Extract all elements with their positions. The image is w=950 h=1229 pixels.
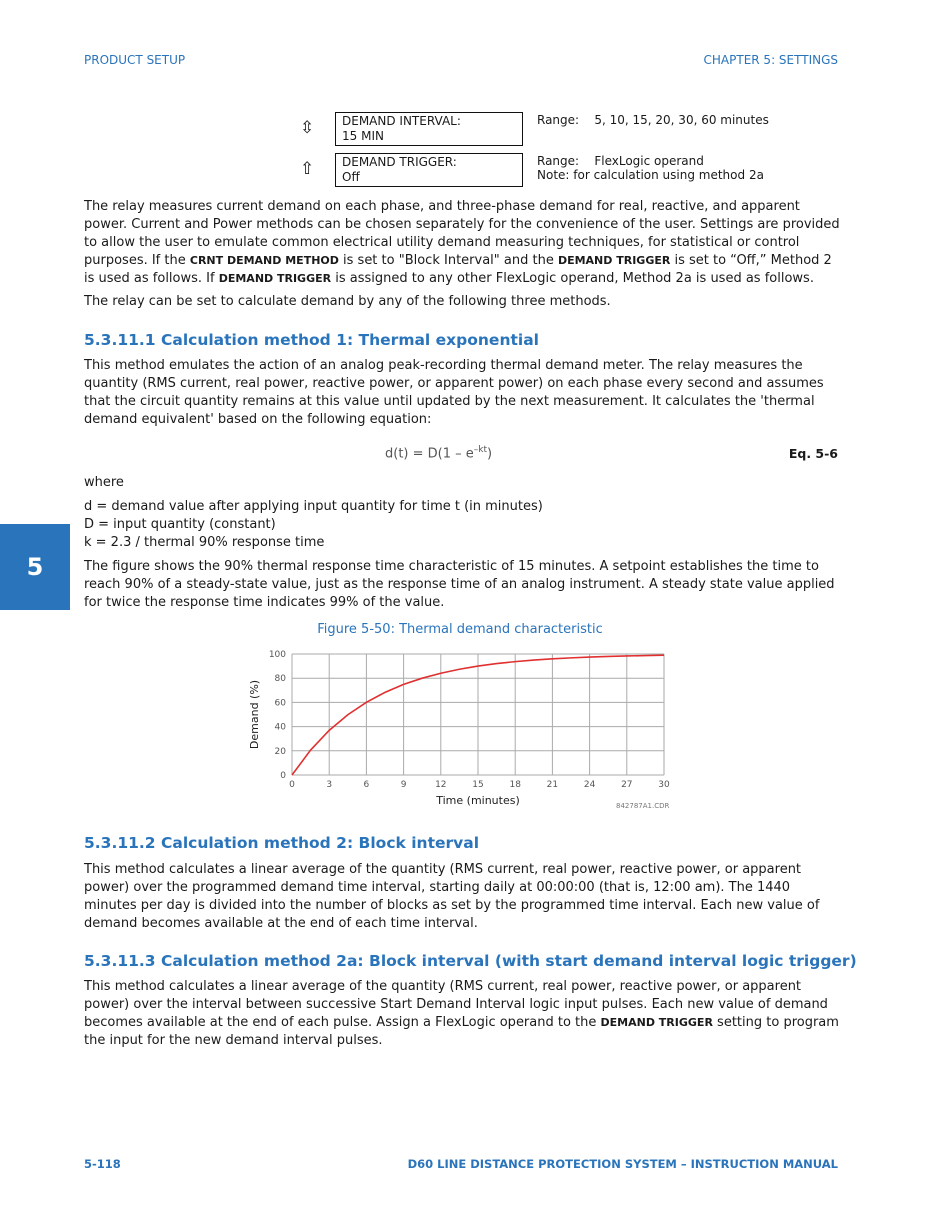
header-chapter: CHAPTER 5: SETTINGS [703,53,838,67]
method1-paragraph-2: The figure shows the 90% thermal response time characteristic of 15 minutes. A setpoint establishes the time to reach 90% of a steady-state value, just as the response time of an analog instrument. A steady state value applied for twice the response time indicates 99% of the value. [84,559,835,610]
definition: d = demand value after applying input quantity for time t (in minutes) [84,499,543,514]
section-heading-1: 5.3.11.1 Calculation method 1: Thermal exponential [84,331,539,349]
setting-ref: CRNT DEMAND METHOD [189,254,339,267]
y-tick-label: 20 [274,746,286,757]
x-axis-label: Time (minutes) [436,794,520,807]
x-tick-label: 9 [400,780,407,790]
setting-name: DEMAND INTERVAL: [342,114,461,128]
section-heading-3: 5.3.11.3 Calculation method 2a: Block interval (with start demand interval logic trigger) [84,952,857,970]
text: The relay measures current demand on each phase, and three-phase demand for real, reactive, and apparent power. Current and Power methods can be chosen separately for the convenience of the user. Settings are provided to allow the user to emulate common electrical utility demand measuring techniques, for statistical or control purposes. If the [84,199,840,268]
x-tick-label: 6 [363,780,370,790]
range-label: Range: [537,154,580,168]
y-axis-label: Demand (%) [248,679,261,750]
text: setting to program the input for the new demand interval pulses. [84,1015,839,1048]
x-tick-label: 15 [472,780,484,790]
definition: D = input quantity (constant) [84,517,276,532]
setting-value: Off [342,170,360,184]
text: is set to "Block Interval" and the [338,253,558,268]
y-tick-label: 80 [274,674,286,685]
header-section: PRODUCT SETUP [84,53,186,67]
y-tick-label: 40 [274,722,286,733]
method2a-paragraph [84,978,840,1050]
up-down-arrow-icon: ⇳ [300,118,315,138]
range-label: Range: [537,113,580,127]
text: is set to “Off,” Method 2 is used as follows. If [84,253,832,286]
x-tick-label: 30 [658,780,670,790]
y-tick-label: 0 [280,771,286,781]
setting-name: DEMAND TRIGGER: [342,155,457,169]
chapter-tab: 5 [0,524,70,610]
footer-title: D60 LINE DISTANCE PROTECTION SYSTEM – INSTRUCTION MANUAL [407,1157,838,1171]
definition: k = 2.3 / thermal 90% response time [84,535,325,550]
figure-id: 842787A1.CDR [616,802,670,810]
equation-exponent: –kt [473,445,488,455]
text: is assigned to any other FlexLogic operand, Method 2a is used as follows. [331,271,814,286]
equation-text: d(t) = D(1 – e [385,446,474,462]
figure-caption: Figure 5-50: Thermal demand characteristic [317,622,603,637]
footer-page-number: 5-118 [84,1157,121,1171]
equation-text: ) [487,446,493,462]
setting-value: 15 MIN [342,129,384,143]
x-tick-label: 24 [583,780,596,790]
x-tick-label: 0 [289,780,295,790]
setting-ref: DEMAND TRIGGER [557,254,671,267]
x-tick-label: 21 [546,780,559,790]
range-value: FlexLogic operand [594,154,704,168]
intro-paragraph-2: The relay can be set to calculate demand by any of the following three methods. [84,294,611,309]
x-tick-label: 18 [509,780,521,790]
method1-paragraph: This method emulates the action of an analog peak-recording thermal demand meter. The relay measures the quantity (RMS current, real power, reactive power, or apparent power) on each phase every second and assumes that the circuit quantity remains at this value until updated by the next measurement. It calculates the 'thermal demand equivalent' based on the following equation: [84,358,824,427]
text: This method calculates a linear average of the quantity (RMS current, real power, reactive power, or apparent power) over the interval between successive Start Demand Interval logic input pulses. Each new value of demand becomes available at the end of each pulse. Assign a FlexLogic operand to the [84,979,828,1030]
where-label: where [84,475,124,490]
x-tick-label: 3 [326,780,333,790]
setting-ref: DEMAND TRIGGER [600,1016,713,1029]
x-tick-label: 12 [435,780,447,790]
section-heading-2: 5.3.11.2 Calculation method 2: Block interval [84,834,480,852]
range-value: 5, 10, 15, 20, 30, 60 minutes [594,113,769,127]
y-tick-label: 60 [274,698,286,709]
y-tick-label: 100 [268,650,286,660]
range-note: Note: for calculation using method 2a [537,168,764,182]
up-arrow-icon: ⇧ [300,159,315,179]
equation-label: Eq. 5-6 [788,446,838,461]
x-tick-label: 27 [621,780,633,790]
method2-paragraph: This method calculates a linear average of the quantity (RMS current, real power, reactive power, or apparent power) over the programmed demand time interval, starting daily at 00:00:00 (that is, 12:00 am). The 1440 minutes per day is divided into the number of blocks as set by the programmed time interval. Each new value of demand becomes available at the end of each time interval. [84,862,820,931]
setting-ref: DEMAND TRIGGER [218,272,332,285]
